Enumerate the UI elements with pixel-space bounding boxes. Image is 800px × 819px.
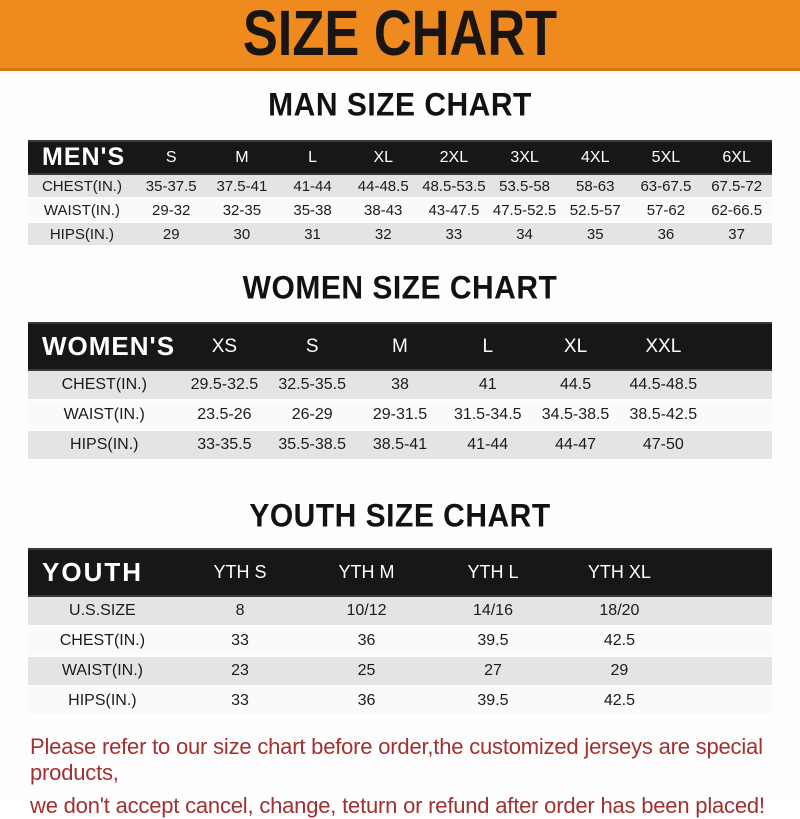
size-column-header: S	[136, 141, 207, 174]
size-cell: 33	[177, 626, 303, 656]
table-row	[28, 370, 772, 400]
size-cell: 35	[560, 222, 631, 246]
size-cell: 25	[303, 656, 429, 686]
size-cell: 58-63	[560, 174, 631, 198]
table-header-label: WOMEN'S	[28, 323, 181, 370]
size-cell: 29-31.5	[356, 400, 444, 430]
size-cell: 29.5-32.5	[181, 370, 269, 400]
row-filler	[683, 626, 772, 656]
size-cell: 35-38	[277, 198, 348, 222]
size-column-header: YTH S	[177, 549, 303, 596]
table-row	[28, 656, 772, 686]
men-size-section	[0, 89, 800, 247]
size-cell: 26-29	[268, 400, 356, 430]
size-column-header: 4XL	[560, 141, 631, 174]
size-cell: 14/16	[430, 596, 556, 626]
size-cell: 38-43	[348, 198, 419, 222]
size-cell: 32.5-35.5	[268, 370, 356, 400]
size-cell: 63-67.5	[631, 174, 702, 198]
size-cell: 57-62	[631, 198, 702, 222]
row-label: HIPS(IN.)	[28, 686, 177, 716]
header-filler	[683, 549, 772, 596]
table-header-row	[28, 323, 772, 370]
banner	[0, 0, 800, 71]
size-column-header: YTH L	[430, 549, 556, 596]
row-filler	[707, 430, 772, 460]
size-cell: 37	[701, 222, 772, 246]
size-column-header: XS	[181, 323, 269, 370]
youth-size-section	[0, 500, 800, 717]
size-column-header: 6XL	[701, 141, 772, 174]
size-column-header: XXL	[619, 323, 707, 370]
header-filler	[707, 323, 772, 370]
table-header-label: YOUTH	[28, 549, 177, 596]
size-cell: 10/12	[303, 596, 429, 626]
size-cell: 34.5-38.5	[532, 400, 620, 430]
row-label: HIPS(IN.)	[28, 222, 136, 246]
size-cell: 35-37.5	[136, 174, 207, 198]
row-filler	[683, 596, 772, 626]
size-cell: 37.5-41	[207, 174, 278, 198]
size-cell: 8	[177, 596, 303, 626]
size-cell: 47.5-52.5	[489, 198, 560, 222]
size-cell: 23	[177, 656, 303, 686]
size-cell: 29	[136, 222, 207, 246]
men-size-table	[28, 140, 772, 247]
size-cell: 53.5-58	[489, 174, 560, 198]
size-cell: 48.5-53.5	[419, 174, 490, 198]
size-cell: 30	[207, 222, 278, 246]
size-cell: 62-66.5	[701, 198, 772, 222]
size-cell: 47-50	[619, 430, 707, 460]
table-row	[28, 686, 772, 716]
size-cell: 44-48.5	[348, 174, 419, 198]
row-filler	[707, 370, 772, 400]
size-cell: 42.5	[556, 626, 682, 656]
size-cell: 39.5	[430, 686, 556, 716]
row-label: WAIST(IN.)	[28, 656, 177, 686]
size-column-header: S	[268, 323, 356, 370]
table-row	[28, 174, 772, 198]
row-filler	[683, 656, 772, 686]
size-cell: 27	[430, 656, 556, 686]
row-label: U.S.SIZE	[28, 596, 177, 626]
section-title: WOMEN SIZE CHART	[242, 270, 558, 307]
size-cell: 32	[348, 222, 419, 246]
row-filler	[707, 400, 772, 430]
notice-line-2: we don't accept cancel, change, teturn or refund after order has been placed!	[30, 793, 765, 818]
size-cell: 38.5-41	[356, 430, 444, 460]
section-title: YOUTH SIZE CHART	[249, 498, 551, 535]
size-cell: 31	[277, 222, 348, 246]
size-cell: 31.5-34.5	[444, 400, 532, 430]
table-row	[28, 626, 772, 656]
youth-size-table	[28, 548, 772, 717]
size-column-header: M	[207, 141, 278, 174]
size-cell: 34	[489, 222, 560, 246]
size-cell: 23.5-26	[181, 400, 269, 430]
size-cell: 36	[303, 626, 429, 656]
row-label: CHEST(IN.)	[28, 174, 136, 198]
section-title: MAN SIZE CHART	[268, 87, 532, 124]
size-column-header: YTH M	[303, 549, 429, 596]
table-row	[28, 222, 772, 246]
size-cell: 43-47.5	[419, 198, 490, 222]
row-label: WAIST(IN.)	[28, 198, 136, 222]
size-cell: 33-35.5	[181, 430, 269, 460]
size-cell: 29	[556, 656, 682, 686]
size-column-header: 2XL	[419, 141, 490, 174]
size-column-header: XL	[348, 141, 419, 174]
table-row	[28, 430, 772, 460]
table-header-row	[28, 141, 772, 174]
footer-notice	[30, 734, 800, 819]
size-column-header: YTH XL	[556, 549, 682, 596]
row-label: CHEST(IN.)	[28, 370, 181, 400]
size-cell: 36	[303, 686, 429, 716]
size-cell: 38	[356, 370, 444, 400]
table-row	[28, 198, 772, 222]
size-column-header: M	[356, 323, 444, 370]
women-size-table	[28, 322, 772, 461]
size-cell: 32-35	[207, 198, 278, 222]
size-cell: 35.5-38.5	[268, 430, 356, 460]
size-column-header: L	[277, 141, 348, 174]
size-cell: 38.5-42.5	[619, 400, 707, 430]
size-cell: 44.5-48.5	[619, 370, 707, 400]
size-cell: 67.5-72	[701, 174, 772, 198]
size-cell: 44.5	[532, 370, 620, 400]
table-header-label: MEN'S	[28, 141, 136, 174]
size-cell: 18/20	[556, 596, 682, 626]
size-cell: 33	[177, 686, 303, 716]
women-size-section	[0, 272, 800, 461]
size-column-header: L	[444, 323, 532, 370]
size-cell: 52.5-57	[560, 198, 631, 222]
size-cell: 33	[419, 222, 490, 246]
size-cell: 41	[444, 370, 532, 400]
size-column-header: XL	[532, 323, 620, 370]
size-column-header: 5XL	[631, 141, 702, 174]
banner-title: SIZE CHART	[242, 0, 558, 70]
size-cell: 29-32	[136, 198, 207, 222]
row-label: CHEST(IN.)	[28, 626, 177, 656]
size-cell: 44-47	[532, 430, 620, 460]
size-cell: 39.5	[430, 626, 556, 656]
row-label: HIPS(IN.)	[28, 430, 181, 460]
row-label: WAIST(IN.)	[28, 400, 181, 430]
size-column-header: 3XL	[489, 141, 560, 174]
size-cell: 36	[631, 222, 702, 246]
table-header-row	[28, 549, 772, 596]
table-row	[28, 400, 772, 430]
notice-line-1: Please refer to our size chart before order,the customized jerseys are special products,	[30, 734, 763, 785]
size-cell: 41-44	[277, 174, 348, 198]
table-row	[28, 596, 772, 626]
size-cell: 42.5	[556, 686, 682, 716]
row-filler	[683, 686, 772, 716]
size-cell: 41-44	[444, 430, 532, 460]
